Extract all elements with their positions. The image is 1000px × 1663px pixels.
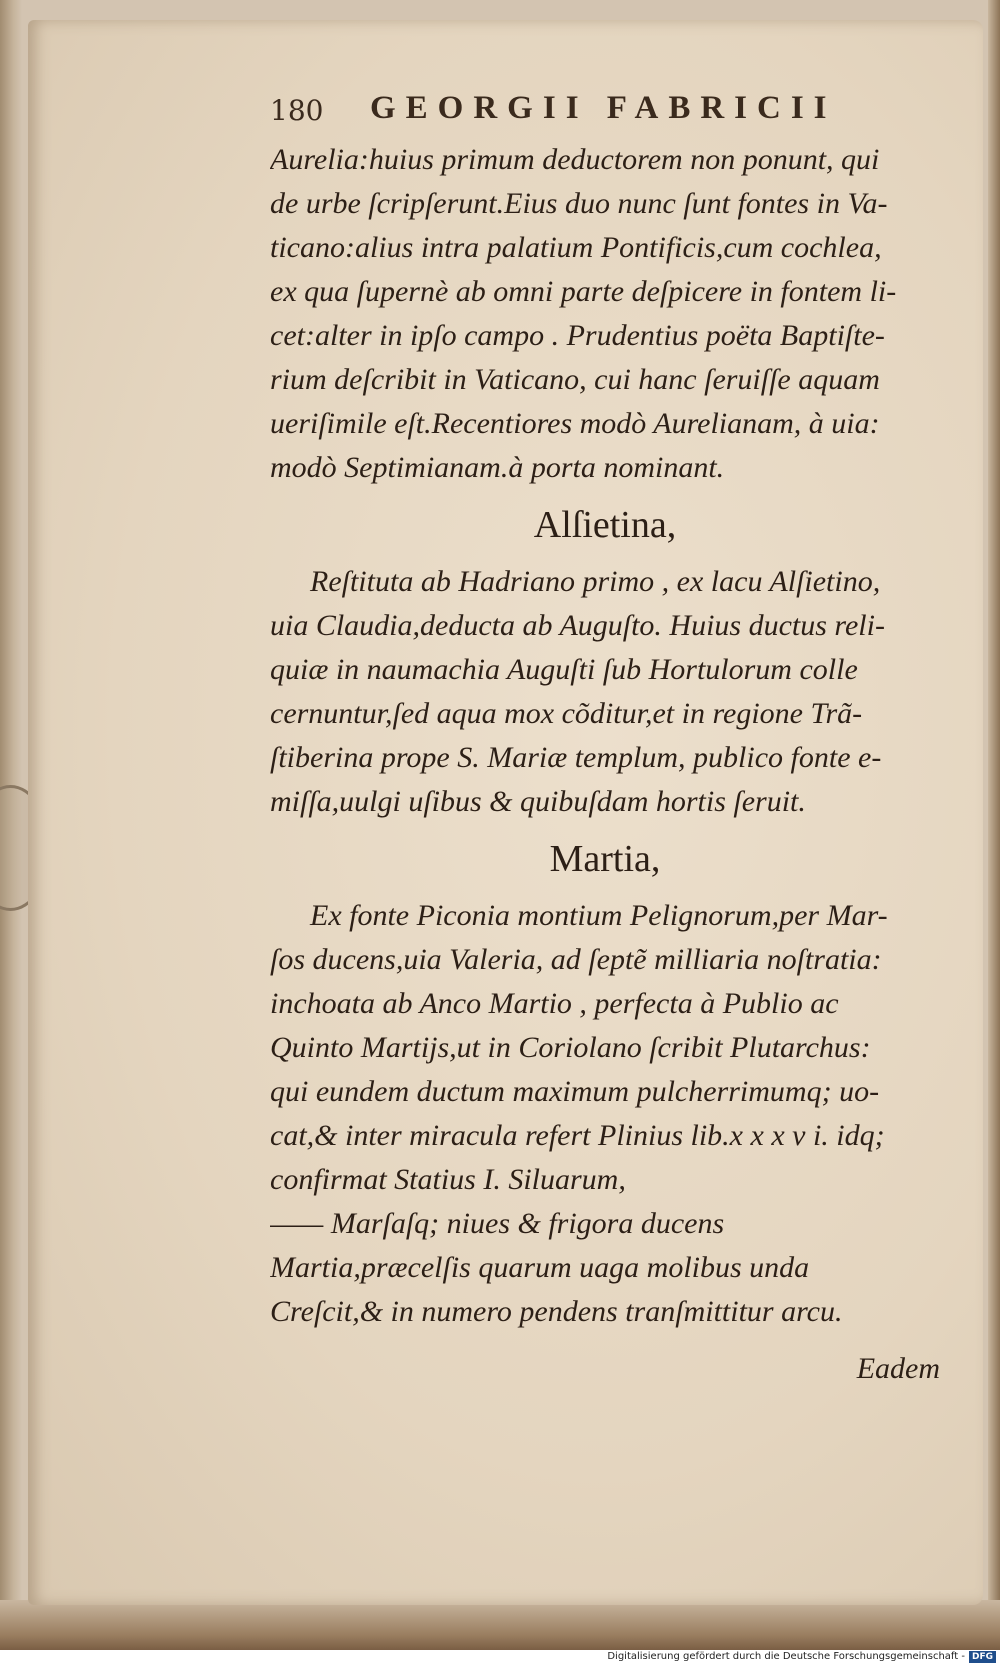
credit-text: Digitalisierung gefördert durch die Deutsche Forschungsgemeinschaft - xyxy=(607,1651,965,1662)
digitization-credit xyxy=(0,1650,1000,1663)
page-header xyxy=(270,88,970,138)
text-line: miſſa,uulgi uſibus & quibuſdam hortis ſeruit. xyxy=(270,785,806,818)
text-line: modò Septimianam.à porta nominant. xyxy=(270,451,725,484)
text-line: qui eundem ductum maximum pulcherrimumq; uo- xyxy=(270,1075,880,1108)
book-bottom-edge xyxy=(0,1600,1000,1650)
text-line: Aurelia:huius primum deductorem non ponunt, qui xyxy=(270,143,880,176)
text-line: ſtiberina prope S. Mariæ templum, publico fonte e- xyxy=(270,741,882,774)
text-line: confirmat Statius I. Siluarum, xyxy=(270,1163,626,1196)
text-block xyxy=(270,88,970,1386)
page-number: 180 xyxy=(270,94,324,127)
text-line: ueriſimile eſt.Recentiores modò Aurelianam, à uia: xyxy=(270,407,880,440)
paragraph-alsietina xyxy=(270,560,970,824)
section-heading-alsietina: Alſietina, xyxy=(533,504,677,546)
text-line: cet:alter in ipſo campo . Prudentius poëta Baptiſte- xyxy=(270,319,885,352)
text-line: rium deſcribit in Vaticano, cui hanc ſeruiſſe aquam xyxy=(270,363,880,396)
verse-quotation xyxy=(270,1202,970,1334)
text-line: Quinto Martijs,ut in Coriolano ſcribit Plutarchus: xyxy=(270,1031,871,1064)
dfg-logo: DFG xyxy=(969,1651,996,1663)
verse-line: Martia,præcelſis quarum uaga molibus unda xyxy=(270,1251,810,1284)
paragraph-aurelia xyxy=(270,138,970,490)
text-line: Reſtituta ab Hadriano primo , ex lacu Alſietino, xyxy=(310,565,881,598)
verse-line: —— Marſaſq; niues & frigora ducens xyxy=(270,1207,725,1240)
text-line: ticano:alius intra palatium Pontificis,cum cochlea, xyxy=(270,231,882,264)
catchword: Eadem xyxy=(856,1352,940,1385)
text-line: uia Claudia,deducta ab Auguſto. Huius ductus reli- xyxy=(270,609,885,642)
text-line: ex qua ſupernè ab omni parte deſpicere in fontem li- xyxy=(270,275,897,308)
text-line: inchoata ab Anco Martio , perfecta à Publio ac xyxy=(270,987,839,1020)
section-heading-martia: Martia, xyxy=(549,838,661,880)
paragraph-martia xyxy=(270,894,970,1202)
text-line: quiæ in naumachia Auguſti ſub Hortulorum colle xyxy=(270,653,858,686)
text-line: Ex fonte Piconia montium Pelignorum,per Mar- xyxy=(310,899,888,932)
verse-line: Creſcit,& in numero pendens tranſmittitur arcu. xyxy=(270,1295,843,1328)
text-line: cernuntur,ſed aqua mox cõditur,et in regione Trã- xyxy=(270,697,863,730)
text-line: ſos ducens,uia Valeria, ad ſeptẽ milliaria noſtratia: xyxy=(270,943,882,976)
text-line: de urbe ſcripſerunt.Eius duo nunc ſunt fontes in Va- xyxy=(270,187,888,220)
running-head: GEORGII FABRICII xyxy=(370,90,837,126)
book-fore-edge xyxy=(988,0,1000,1650)
text-line: cat,& inter miracula refert Plinius lib.x x x v i. idq; xyxy=(270,1119,885,1152)
